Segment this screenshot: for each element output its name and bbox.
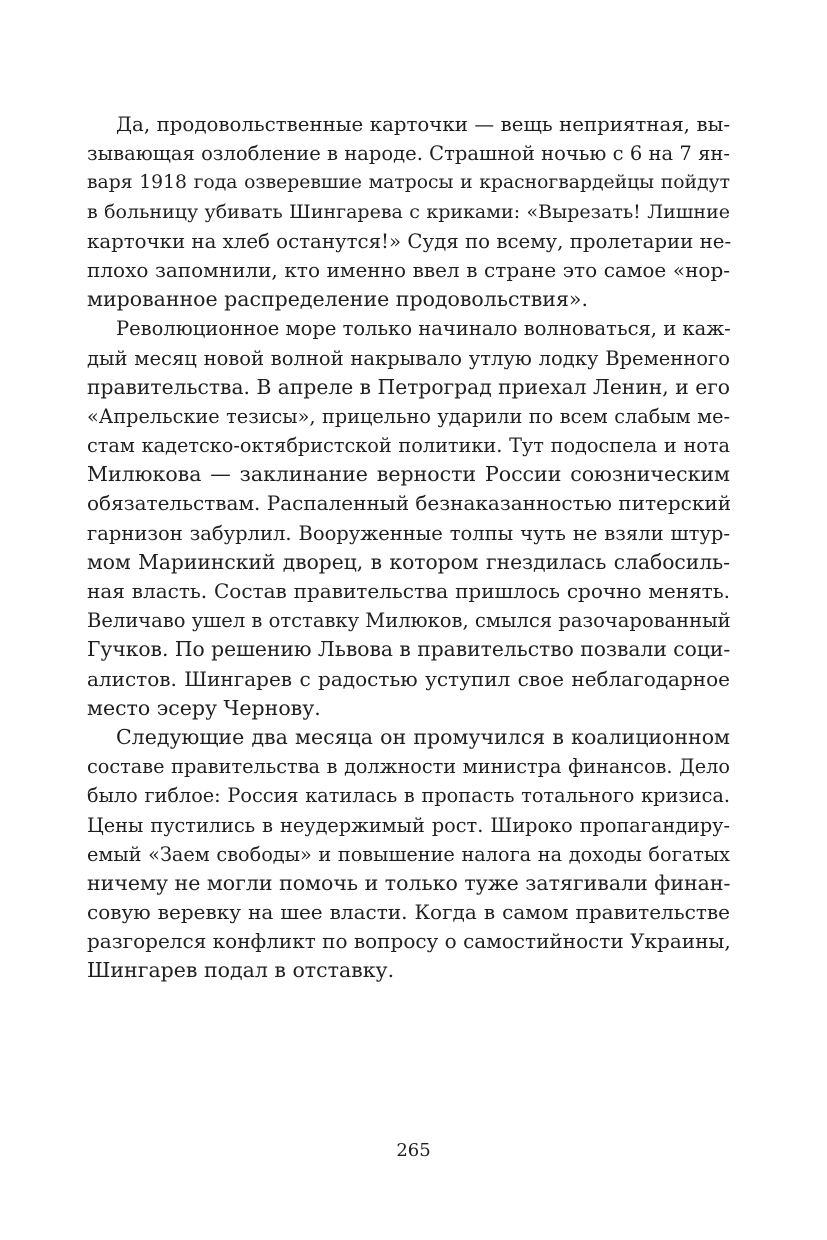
text-line: правительства. В апреле в Петроград приехал Ленин, и его [87, 374, 730, 399]
text-line: было гиблое: Россия катилась в пропасть тотального кризиса. [87, 784, 730, 808]
text-line: алистов. Шингарев с радостью уступил свое неблагодарное [87, 666, 730, 691]
text-line: гарнизон забурлил. Вооруженные толпы чуть не взяли штур- [87, 521, 730, 545]
paragraph-1 [87, 110, 730, 314]
text-line: Величаво ушел в отставку Милюков, смылся разочарованный [87, 609, 731, 633]
paragraph-3 [87, 723, 730, 986]
text-line: Милюкова — заклинание верности России союзническим [87, 462, 730, 487]
text-line: составе правительства в должности министра финансов. Дело [87, 755, 730, 779]
text-line: карточки на хлеб останутся!» Судя по всему, пролетарии не- [87, 229, 732, 253]
text-line: место эсеру Чернову. [87, 695, 321, 720]
paragraph-2 [87, 314, 730, 723]
text-line: варя 1918 года озверевшие матросы и красногвардейцы пойдут [87, 172, 730, 194]
text-line: мом Мариинский дворец, в котором гнездилась слабосиль- [87, 549, 730, 574]
text-line: зывающая озлобление в народе. Страшной ночью с 6 на 7 ян- [87, 142, 730, 166]
text-line: Да, продовольственные карточки — вещь неприятная, вы- [116, 113, 730, 136]
text-line: стам кадетско-октябристской политики. Тут подоспела и нота [87, 434, 730, 458]
text-line: совую веревку на шее власти. Когда в самом правительстве [87, 900, 730, 925]
body-text [87, 110, 730, 986]
text-line: «Апрельские тезисы», прицельно ударили по всем слабым ме- [87, 404, 730, 428]
text-line: Шингарев подал в отставку. [87, 958, 395, 983]
text-line: Цены пустились в неудержимый рост. Широко пропагандиру- [87, 813, 730, 837]
text-line: ная власть. Состав правительства пришлось срочно менять. [87, 579, 730, 603]
text-line: разгорелся конфликт по вопросу о самостийности Украины, [87, 929, 731, 954]
text-line: Следующие два месяца он промучился в коалиционном [116, 724, 730, 749]
text-line: мированное распределение продовольствия». [87, 287, 588, 312]
text-line: дый месяц новой волной накрывало утлую лодку Временного [87, 346, 730, 370]
text-line: в больницу убивать Шингарева с криками: «Вырезать! Лишние [87, 200, 730, 223]
text-line: емый «Заем свободы» и повышение налога на доходы богатых [87, 842, 730, 866]
text-line: плохо запомнили, кто именно ввел в стране это самое «нор- [87, 257, 730, 282]
text-line: Революционное море только начинало волноваться, и каж- [116, 317, 731, 341]
text-line: Гучков. По решению Львова в правительство позвали соци- [87, 637, 731, 662]
page-number: 265 [396, 1140, 431, 1161]
text-line: ничему не могли помочь и только туже затягивали финан- [87, 870, 731, 895]
text-line: обязательствам. Распаленный безнаказанностью питерский [87, 491, 732, 516]
